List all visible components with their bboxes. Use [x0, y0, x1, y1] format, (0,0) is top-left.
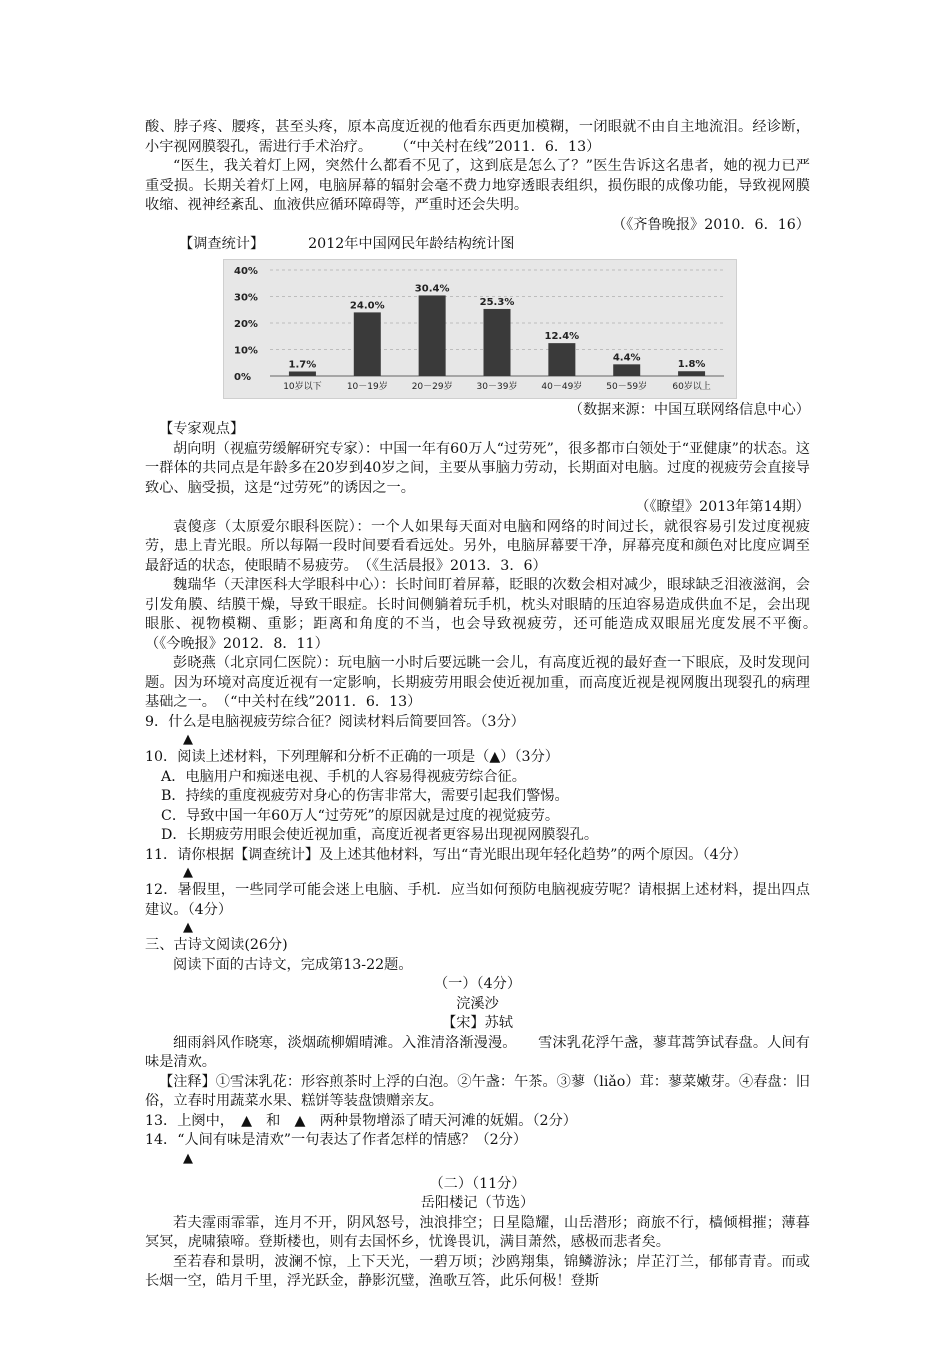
data-label: 1.7% — [288, 358, 317, 370]
chart-canvas — [224, 260, 736, 398]
answer-mark: ▲ — [183, 1150, 193, 1166]
question-13: 13．上阕中， ▲ 和 ▲ 两种景物增添了晴天河滩的妩媚。（2分） — [145, 1112, 577, 1129]
answer-mark: ▲ — [183, 865, 193, 880]
annotation-notes: 【注释】①雪沫乳花：形容煎茶时上浮的白泡。②午盏：午茶。③蓼（liǎo）茸：蓼菜嫩芽。④春盘：旧俗，立春时用蔬菜水果、糕饼等装盘馈赠亲友。 — [145, 1073, 810, 1109]
part-heading: （一）（4分） — [433, 976, 522, 992]
option-c: C．导致中国一年60万人“过劳死”的原因就是过度的视觉疲劳。 — [161, 807, 560, 824]
age-bar-chart — [223, 259, 737, 399]
data-label: 24.0% — [349, 299, 385, 311]
passage-paragraph: 酸、脖子疼、腰疼，甚至头疼，原本高度近视的他看东西更加模糊，一闭眼就不由自主地流泪。经诊断，小宇视网膜裂孔，需进行手术治疗。 （“中关村在线”2011．6．13） — [145, 119, 810, 155]
section-label: 【专家观点】 — [159, 421, 245, 437]
option-b: B．持续的重度视疲劳对身心的伤害非常大，需要引起我们警惕。 — [161, 788, 569, 804]
x-tick-label: 40－49岁 — [541, 381, 583, 392]
option-d: D．长期疲劳用眼会使近视加重，高度近视者更容易出现视网膜裂孔。 — [161, 827, 599, 843]
section-intro: 阅读下面的古诗文，完成第13-22题。 — [173, 956, 413, 973]
poem-author: 【宋】苏轼 — [442, 1015, 513, 1031]
question-12: 12．暑假里，一些同学可能会迷上电脑、手机．应当如何预防电脑视疲劳呢？请根据上述材料，提出四点建议。（4分） — [145, 882, 810, 918]
data-label: 25.3% — [479, 296, 515, 308]
x-tick-label: 60岁以上 — [672, 381, 711, 392]
bar — [678, 371, 705, 376]
y-tick-label: 30% — [234, 292, 258, 303]
question-9: 9．什么是电脑视疲劳综合征？阅读材料后简要回答。（3分） — [145, 713, 525, 730]
poem-title: 浣溪沙 — [456, 995, 499, 1012]
chart-title: 2012年中国网民年龄结构统计图 — [308, 236, 515, 252]
bar — [484, 308, 511, 375]
data-label: 4.4% — [612, 351, 641, 363]
question-10: 10．阅读上述材料，下列理解和分析不正确的一项是（▲）（3分） — [145, 749, 559, 765]
bar — [289, 371, 316, 376]
stat-heading — [145, 235, 810, 255]
poem-text: 细雨斜风作晓寒，淡烟疏柳媚晴滩。入淮清洛渐漫漫。 雪沫乳花浮午盏，蓼茸蒿笋试春盘。人间有味是清欢。 — [145, 1034, 810, 1070]
section-heading: 三、古诗文阅读(26分) — [145, 937, 288, 953]
answer-mark: ▲ — [183, 732, 193, 747]
x-tick-label: 30－39岁 — [476, 381, 518, 392]
bar — [354, 312, 381, 376]
y-tick-label: 10% — [234, 345, 258, 356]
bar — [613, 364, 640, 376]
x-tick-label: 20－29岁 — [411, 381, 453, 392]
y-tick-label: 20% — [234, 318, 258, 330]
data-label: 12.4% — [544, 330, 580, 342]
data-label: 30.4% — [414, 282, 450, 294]
x-tick-label: 10岁以下 — [283, 381, 322, 392]
bar — [548, 343, 575, 376]
source-citation: （《齐鲁晚报》2010．6．16） — [612, 216, 810, 233]
bar — [419, 295, 446, 376]
prose-paragraph: 至若春和景明，波澜不惊，上下天光，一碧万顷；沙鸥翔集，锦鳞游泳；岸芷汀兰，郁郁青青。而或长烟一空，皓月千里，浮光跃金，静影沉璧，渔歌互答，此乐何极！登斯 — [145, 1253, 810, 1289]
prose-title: 岳阳楼记（节选） — [420, 1195, 535, 1211]
data-label: 1.8% — [677, 358, 706, 370]
x-tick-label: 50－59岁 — [606, 381, 648, 392]
option-a: A．电脑用户和痴迷电视、手机的人容易得视疲劳综合征。 — [161, 768, 526, 785]
x-tick-label: 10－19岁 — [346, 381, 388, 392]
passage-paragraph: “医生，我关着灯上网，突然什么都看不见了，这到底是怎么了？”医生告诉这名患者，她的视力已严重受损。长期关着灯上网，电脑屏幕的辐射会毫不费力地穿透眼表组织，损伤眼的成像功能，导致视网膜收缩、视神经紊乱、血液供应循环障碍等，严重时还会失明。 — [145, 158, 810, 213]
part-heading: （二）（11分） — [429, 1175, 526, 1192]
prose-paragraph: 若夫霪雨霏霏，连月不开，阴风怒号，浊浪排空；日星隐耀，山岳潜形；商旅不行，樯倾楫摧；薄暮冥冥，虎啸猿啼。登斯楼也，则有去国怀乡，忧谗畏讥，满目萧然，感极而悲者矣。 — [145, 1214, 810, 1250]
question-11: 11．请你根据【调查统计】及上述其他材料，写出“青光眼出现年轻化趋势”的两个原因。（4分） — [145, 846, 747, 863]
expert-opinion: 彭晓燕（北京同仁医院）：玩电脑一小时后要远眺一会儿，有高度近视的最好查一下眼底，及时发现问题。因为环境对高度近视有一定影响，长期疲劳用眼会使近视加重，而高度近视是视网腹出现裂孔的病理基础之一。 （“中关村在线”2011．6．13） — [145, 655, 810, 710]
source-citation: （《瞭望》2013年第14期） — [635, 499, 810, 515]
expert-opinion: 胡向明（视瘟劳缓解研究专家）：中国一年有60万人“过劳死”，很多都市白领处于“亚健康”的状态。这一群体的共同点是年龄多在20岁到40岁之间，主要从事脑力劳动，长期面对电脑。过度的视疲劳会直接导致心、脑受损，这是“过劳死”的诱因之一。 — [145, 440, 810, 496]
expert-opinion: 袁傻彦（太原爱尔眼科医院）：一个人如果每天面对电脑和网络的时间过长，就很容易引发过度视疲劳，患上青光眼。所以每隔一段时间要看看远处。另外，电脑屏幕要干净，屏幕亮度和颜色对比度应调至最舒适的状态，使眼睛不易疲劳。 （《生活晨报》2013．3．6） — [145, 518, 810, 574]
exam-page — [145, 118, 839, 1292]
y-tick-label: 40% — [234, 265, 258, 277]
y-tick-label: 0% — [234, 371, 251, 383]
question-14: 14．“人间有味是清欢”一句表达了作者怎样的情感？（2分） — [145, 1132, 528, 1148]
source-citation: （“中关村在线”2011．6．13） — [402, 138, 601, 155]
data-source: （数据来源：中国互联网络信息中心） — [568, 401, 810, 418]
answer-mark: ▲ — [183, 920, 193, 935]
expert-opinion: 魏瑞华（天津医科大学眼科中心）：长时间盯着屏幕，眨眼的次数会相对减少，眼球缺乏泪液滋润，会引发角膜、结膜干燥，导致干眼症。长时间侧躺着玩手机，枕头对眼睛的压迫容易造成供血不足，会出现眼胀、视物模糊、重影；距离和角度的不当，也会导致视疲劳，还可能造成双眼屈光度发展不平衡。 （《今晚报》2012．8．11） — [145, 577, 839, 652]
section-label: 【调查统计】 — [179, 236, 265, 252]
